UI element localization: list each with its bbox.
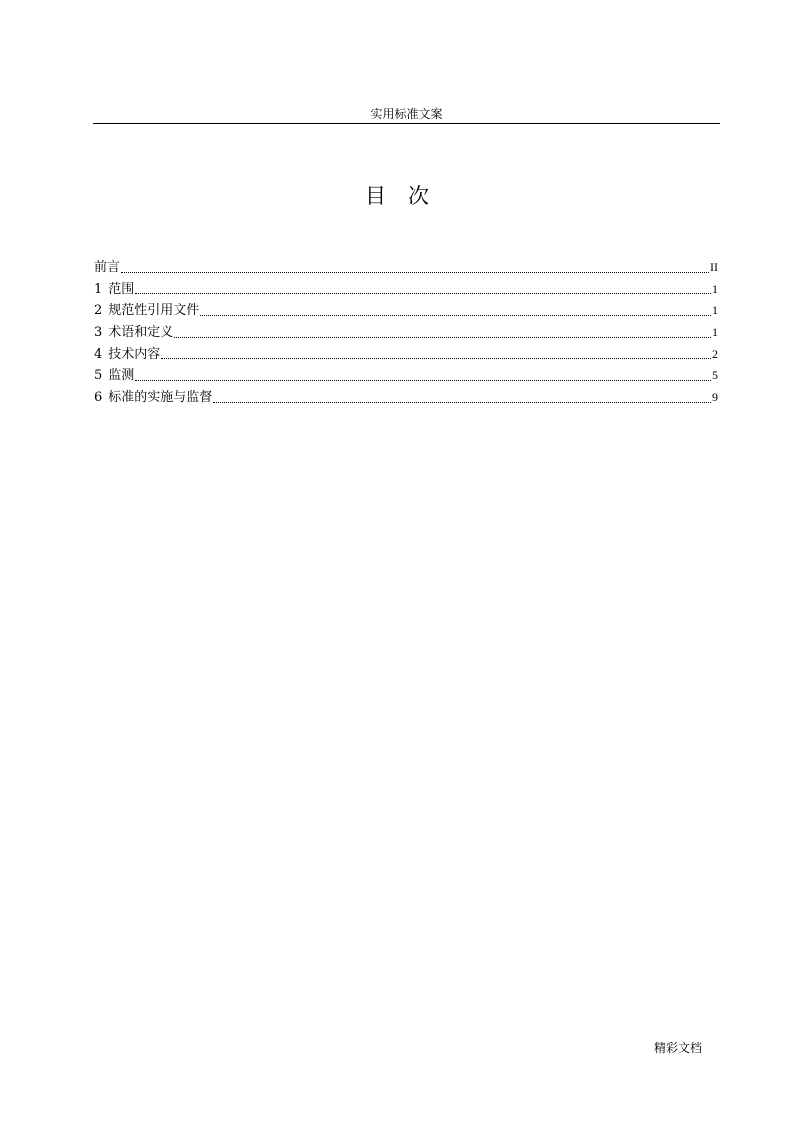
- toc-entry-label: 监测: [108, 368, 135, 384]
- toc-entry-page: 1: [712, 325, 718, 340]
- toc-entry-number: 6: [94, 390, 103, 406]
- toc-dot-leader: [161, 357, 711, 359]
- page-footer: 精彩文档: [654, 1041, 703, 1055]
- toc-entry-page: II: [710, 260, 718, 274]
- toc-entry-preface[interactable]: [94, 257, 718, 279]
- toc-entry-page: 1: [712, 281, 718, 296]
- toc-entry-scope[interactable]: [94, 279, 718, 301]
- toc-dot-leader: [135, 379, 711, 381]
- toc-title: 目次: [365, 184, 451, 208]
- toc-entry-label: 技术内容: [108, 346, 161, 362]
- toc-dot-leader: [200, 314, 711, 316]
- header-text: 实用标准文案: [370, 107, 443, 121]
- toc-entry-page: 9: [712, 390, 718, 405]
- toc-entry-label: 标准的实施与监督: [108, 390, 213, 406]
- toc-entry-implementation-supervision[interactable]: [94, 387, 718, 409]
- toc-dot-leader: [213, 401, 711, 403]
- toc-dot-leader: [121, 271, 709, 273]
- toc-dot-leader: [174, 336, 711, 338]
- toc-entry-number: 4: [94, 346, 103, 362]
- table-of-contents: [94, 257, 718, 409]
- toc-entry-page: 1: [712, 303, 718, 318]
- toc-entry-label: 术语和定义: [108, 325, 174, 341]
- toc-dot-leader: [135, 292, 711, 294]
- toc-entry-label: 前言: [94, 260, 121, 275]
- page-header: [93, 103, 720, 124]
- toc-entry-normative-references[interactable]: [94, 300, 718, 322]
- toc-entry-number: 1: [94, 281, 103, 297]
- toc-entry-monitoring[interactable]: [94, 365, 718, 387]
- toc-entry-terms-definitions[interactable]: [94, 322, 718, 344]
- toc-entry-page: 5: [712, 368, 718, 383]
- toc-entry-number: 5: [94, 368, 103, 384]
- toc-entry-technical-content[interactable]: [94, 344, 718, 366]
- toc-entry-label: 规范性引用文件: [108, 303, 200, 319]
- toc-entry-number: 2: [94, 303, 103, 319]
- toc-entry-label: 范围: [108, 281, 135, 297]
- toc-entry-number: 3: [94, 325, 103, 341]
- toc-entry-page: 2: [712, 346, 718, 361]
